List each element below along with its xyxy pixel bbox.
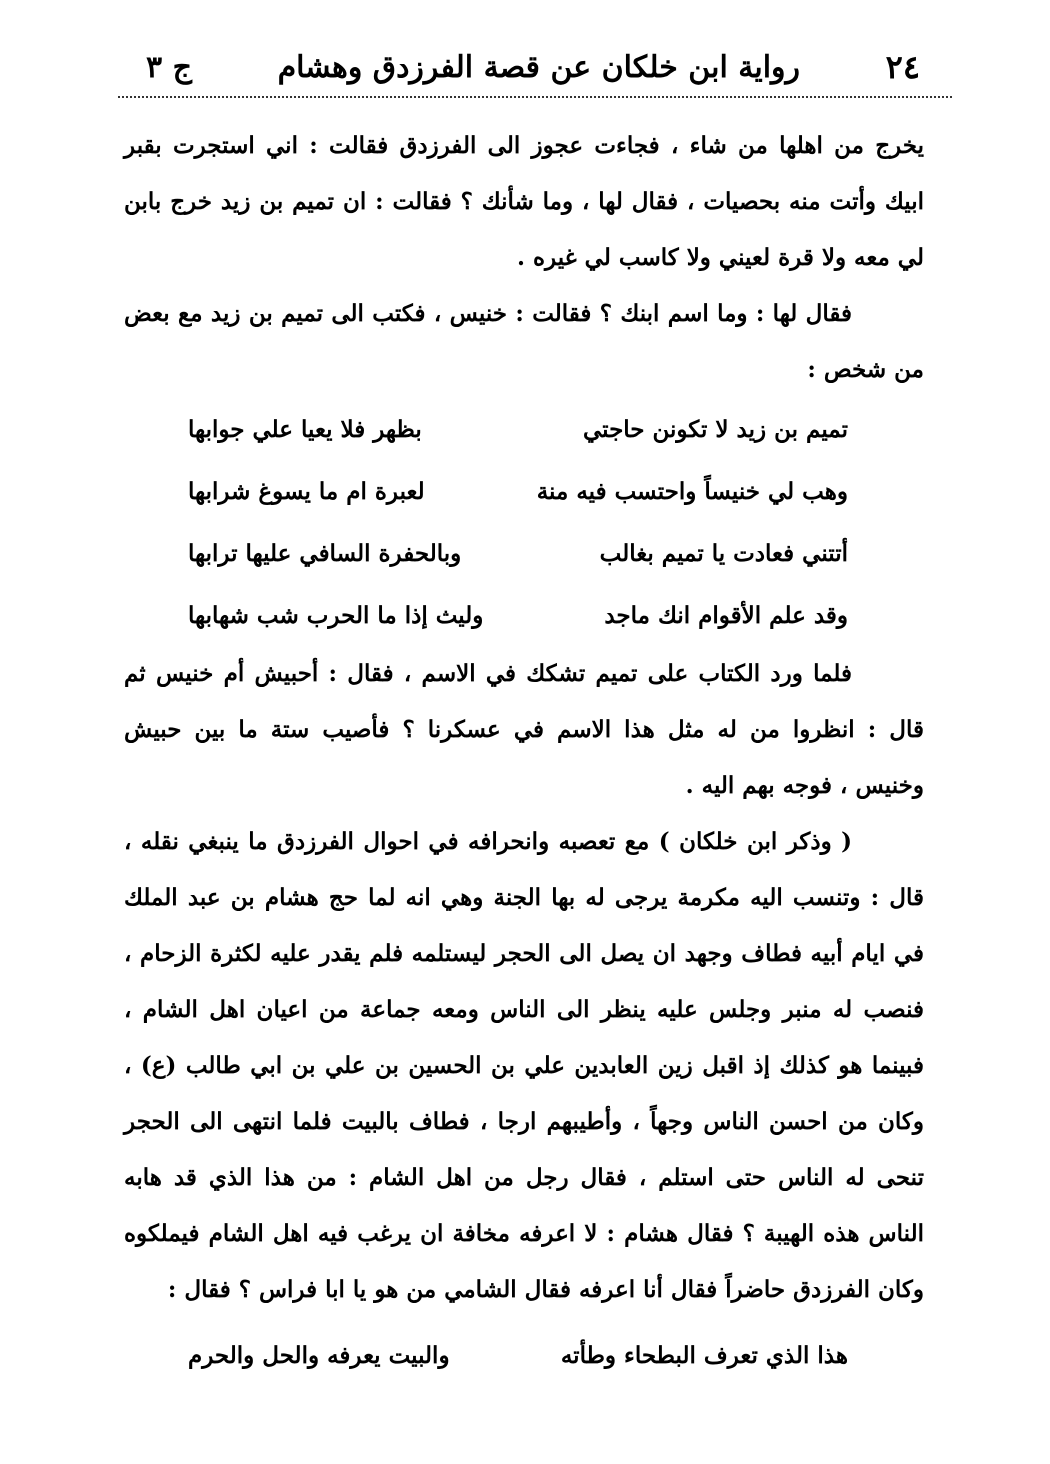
running-title: رواية ابن خلكان عن قصة الفرزدق وهشام [277,49,800,85]
verse-second-hemistich: بظهر فلا يعيا علي جوابها [188,415,422,443]
paragraph: فقال لها : وما اسم ابنك ؟ فقالت : خنيس ، فكتب الى تميم بن زيد مع بعض من شخص : [124,300,924,383]
volume-label: ج ٣ [146,49,192,85]
page-number: ٢٤ [885,48,920,86]
page-header [110,42,950,92]
header-divider [118,96,952,98]
poem-verse [188,584,848,646]
poem-verse [188,522,848,584]
verse-second-hemistich: وبالحفرة السافي عليها ترابها [188,539,462,567]
verse-first-hemistich: أتتني فعادت يا تميم بغالب [599,539,848,567]
poem-verse [188,460,848,522]
verse-first-hemistich: هذا الذي تعرف البطحاء وطأته [560,1341,848,1369]
poem-verse [188,1324,848,1386]
verse-second-hemistich: وليث إذا ما الحرب شب شهابها [188,601,484,629]
paragraph: ( وذكر ابن خلكان ) مع تعصبه وانحرافه في احوال الفرزدق ما ينبغي نقله ، قال : وتنسب اليه مكرمة يرجى له بها الجنة وهي انه لما حج هشام بن عبد الملك في ايام أبيه فطاف وجهد ان يصل الى الحجر ليستلمه فلم يقدر عليه لكثرة الزحام ، فنصب له منبر وجلس عليه ينظر الى الناس ومعه جماعة من اعيان اهل الشام ، فبينما هو كذلك إذ اقبل زين العابدين علي بن الحسين بن علي بن ابي طالب (ع) ، وكان من احسن الناس وجهاً ، وأطيبهم ارجا ، فطاف بالبيت فلما انتهى الى الحجر تنحى له الناس حتى استلم ، فقال رجل من اهل الشام : من هذا الذي قد هابه الناس هذه الهيبة ؟ فقال هشام : لا اعرفه مخافة ان يرغب فيه اهل الشام فيملكوه وكان الفرزدق حاضراً فقال أنا اعرفه فقال الشامي من هو يا ابا فراس ؟ فقال : [124,828,924,1303]
verse-second-hemistich: لعبرة ام ما يسوغ شرابها [188,477,425,505]
verse-first-hemistich: تميم بن زيد لا تكونن حاجتي [582,415,848,443]
poem [188,398,848,646]
page-body [124,118,924,1386]
paragraph: يخرج من اهلها من شاء ، فجاءت عجوز الى الفرزدق فقالت : اني استجرت بقبر ابيك وأتت منه بحصيات ، فقال لها ، وما شأنك ؟ فقالت : ان تميم بن زيد خرج بابن لي معه ولا قرة لعيني ولا كاسب لي غيره . [124,132,924,271]
verse-first-hemistich: وقد علم الأقوام انك ماجد [604,601,848,629]
paragraph: فلما ورد الكتاب على تميم تشكك في الاسم ، فقال : أحبيش أم خنيس ثم قال : انظروا من له مثل هذا الاسم في عسكرنا ؟ فأصيب ستة ما بين حبيش وخنيس ، فوجه بهم اليه . [124,660,924,799]
poem-verse [188,398,848,460]
verse-first-hemistich: وهب لي خنيساً واحتسب فيه منة [536,477,848,505]
verse-second-hemistich: والبيت يعرفه والحل والحرم [188,1341,450,1369]
